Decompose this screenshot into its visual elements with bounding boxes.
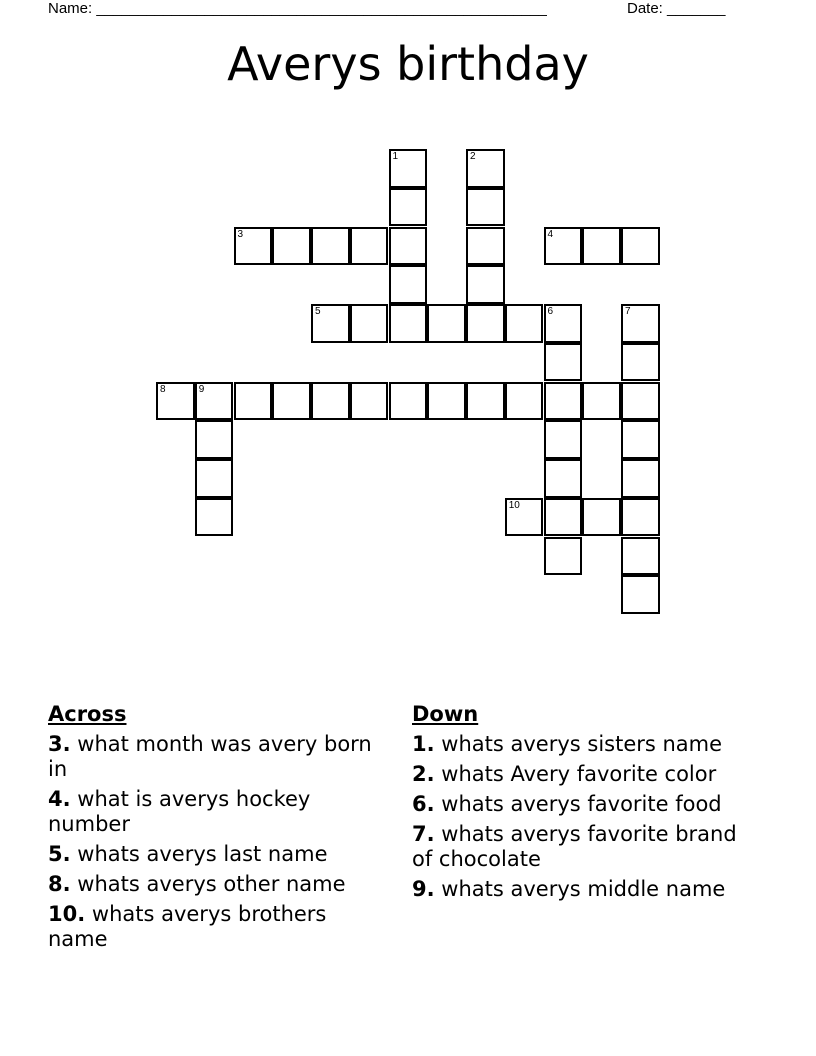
grid-cell[interactable]	[621, 304, 660, 343]
clue-number-label: 3	[237, 228, 244, 240]
grid-cell[interactable]	[195, 459, 234, 498]
across-clues	[48, 702, 378, 957]
clue-text: what is averys hockey number	[48, 787, 311, 836]
grid-cell[interactable]	[350, 382, 389, 421]
clue-down-1	[412, 732, 762, 757]
clue-number: 9.	[412, 877, 435, 901]
clue-number: 5.	[48, 842, 71, 866]
grid-cell[interactable]	[272, 382, 311, 421]
clue-number: 3.	[48, 732, 71, 756]
clue-number-label: 8	[160, 383, 166, 395]
clue-number-label: 7	[625, 306, 631, 317]
clue-down-9	[412, 877, 762, 902]
clue-number: 4.	[48, 787, 71, 811]
clue-down-7	[412, 822, 762, 872]
grid-cell[interactable]	[389, 382, 428, 421]
down-clues	[412, 702, 762, 907]
grid-cell[interactable]	[544, 498, 583, 537]
clue-text: whats averys sisters name	[441, 732, 723, 756]
clue-number-label: 9	[198, 383, 205, 395]
grid-cell[interactable]	[195, 420, 234, 459]
clue-text: whats Avery favorite color	[441, 762, 717, 786]
grid-cell[interactable]	[156, 382, 195, 421]
grid-cell[interactable]	[195, 498, 234, 537]
grid-cell[interactable]	[311, 304, 350, 343]
grid-cell[interactable]	[389, 304, 428, 343]
grid-cell[interactable]	[582, 382, 621, 421]
grid-cell[interactable]	[466, 304, 505, 343]
grid-cell[interactable]	[505, 304, 544, 343]
grid-cell[interactable]	[544, 382, 583, 421]
grid-cell[interactable]	[621, 382, 660, 421]
grid-cell[interactable]	[544, 343, 583, 382]
grid-cell[interactable]	[389, 227, 428, 266]
grid-cell[interactable]	[544, 537, 583, 576]
grid-cell[interactable]	[350, 304, 389, 343]
grid-cell[interactable]	[621, 537, 660, 576]
grid-cell[interactable]	[582, 498, 621, 537]
clue-number-label: 2	[470, 151, 476, 162]
clue-text: whats averys other name	[77, 872, 346, 896]
clue-number: 1.	[412, 732, 435, 756]
name-field[interactable]: Name: ______________________________________________________	[48, 0, 547, 17]
grid-cell[interactable]	[621, 575, 660, 614]
grid-cell[interactable]	[505, 382, 544, 421]
grid-cell[interactable]	[505, 498, 544, 537]
clue-number: 10.	[48, 902, 86, 926]
clue-across-3	[48, 732, 378, 782]
clue-text: what month was avery born in	[48, 732, 372, 781]
clue-across-10	[48, 902, 378, 952]
clue-number: 8.	[48, 872, 71, 896]
clue-number-label: 1	[392, 151, 399, 162]
clue-number-label: 6	[547, 306, 554, 317]
grid-cell[interactable]	[466, 227, 505, 266]
grid-cell[interactable]	[582, 227, 621, 266]
clue-number: 7.	[412, 822, 435, 846]
clue-number-label: 4	[547, 228, 554, 240]
grid-cell[interactable]	[234, 382, 273, 421]
grid-cell[interactable]	[389, 149, 428, 188]
grid-cell[interactable]	[466, 149, 505, 188]
clue-number-label: 5	[315, 306, 321, 317]
grid-cell[interactable]	[195, 382, 234, 421]
grid-cell[interactable]	[621, 459, 660, 498]
clue-across-4	[48, 787, 378, 837]
grid-cell[interactable]	[544, 459, 583, 498]
grid-cell[interactable]	[466, 188, 505, 227]
clue-number-label: 10	[508, 499, 520, 511]
puzzle-title: Averys birthday	[227, 37, 589, 91]
grid-cell[interactable]	[311, 227, 350, 266]
grid-cell[interactable]	[427, 382, 466, 421]
grid-cell[interactable]	[621, 498, 660, 537]
grid-cell[interactable]	[234, 227, 273, 266]
clue-text: whats averys favorite food	[441, 792, 722, 816]
grid-cell[interactable]	[389, 265, 428, 304]
grid-cell[interactable]	[621, 343, 660, 382]
grid-cell[interactable]	[311, 382, 350, 421]
clue-across-5	[48, 842, 378, 867]
grid-cell[interactable]	[621, 227, 660, 266]
grid-cell[interactable]	[466, 382, 505, 421]
grid-cell[interactable]	[350, 227, 389, 266]
clue-number: 2.	[412, 762, 435, 786]
clue-number: 6.	[412, 792, 435, 816]
grid-cell[interactable]	[389, 188, 428, 227]
down-heading: Down	[412, 702, 479, 726]
grid-cell[interactable]	[544, 420, 583, 459]
grid-cell[interactable]	[544, 304, 583, 343]
across-heading: Across	[48, 702, 127, 726]
clue-across-8	[48, 872, 378, 897]
grid-cell[interactable]	[272, 227, 311, 266]
clue-text: whats averys middle name	[441, 877, 726, 901]
clue-text: whats averys brothers name	[48, 902, 327, 951]
grid-cell[interactable]	[466, 265, 505, 304]
clue-text: whats averys favorite brand of chocolate	[412, 822, 737, 871]
date-field[interactable]: Date: _______	[627, 0, 726, 17]
clue-down-6	[412, 792, 762, 817]
grid-cell[interactable]	[621, 420, 660, 459]
clue-down-2	[412, 762, 762, 787]
clue-text: whats averys last name	[77, 842, 328, 866]
grid-cell[interactable]	[544, 227, 583, 266]
worksheet-header	[48, 0, 748, 20]
grid-cell[interactable]	[427, 304, 466, 343]
